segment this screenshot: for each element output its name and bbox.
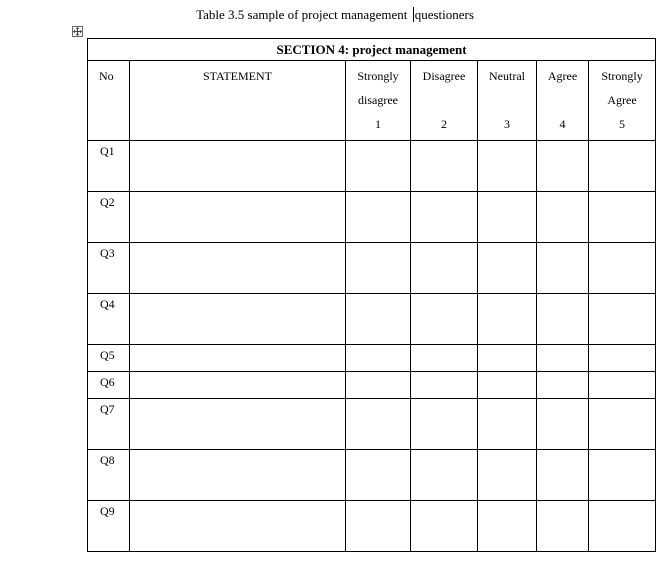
question-number: Q1 — [88, 141, 130, 192]
question-number: Q5 — [88, 345, 130, 372]
response-cell-5[interactable] — [589, 372, 656, 399]
response-cell-4[interactable] — [537, 450, 589, 501]
table-row — [88, 294, 656, 345]
response-cell-2[interactable] — [411, 294, 478, 345]
table-row — [88, 243, 656, 294]
response-cell-3[interactable] — [478, 399, 537, 450]
response-cell-3[interactable] — [478, 294, 537, 345]
response-cell-4[interactable] — [537, 372, 589, 399]
header-scale-4: Agree 4 — [537, 61, 589, 141]
header-row — [88, 61, 656, 141]
question-number: Q7 — [88, 399, 130, 450]
response-cell-3[interactable] — [478, 450, 537, 501]
header-scale-3: Neutral 3 — [478, 61, 537, 141]
header-scale-2: Disagree 2 — [411, 61, 478, 141]
table-row — [88, 501, 656, 552]
statement-cell[interactable] — [130, 372, 346, 399]
response-cell-3[interactable] — [478, 243, 537, 294]
question-number: Q6 — [88, 372, 130, 399]
table-row — [88, 372, 656, 399]
response-cell-4[interactable] — [537, 192, 589, 243]
response-cell-1[interactable] — [346, 141, 411, 192]
response-cell-4[interactable] — [537, 243, 589, 294]
response-cell-5[interactable] — [589, 501, 656, 552]
header-scale-5: Strongly Agree 5 — [589, 61, 656, 141]
response-cell-5[interactable] — [589, 294, 656, 345]
response-cell-4[interactable] — [537, 399, 589, 450]
response-cell-1[interactable] — [346, 501, 411, 552]
response-cell-3[interactable] — [478, 372, 537, 399]
statement-cell[interactable] — [130, 399, 346, 450]
question-number: Q2 — [88, 192, 130, 243]
response-cell-2[interactable] — [411, 450, 478, 501]
table-caption — [0, 7, 670, 23]
response-cell-4[interactable] — [537, 501, 589, 552]
statement-cell[interactable] — [130, 345, 346, 372]
table-row — [88, 192, 656, 243]
text-cursor — [413, 7, 414, 22]
statement-cell[interactable] — [130, 192, 346, 243]
table-row — [88, 450, 656, 501]
response-cell-2[interactable] — [411, 243, 478, 294]
question-number: Q4 — [88, 294, 130, 345]
statement-cell[interactable] — [130, 141, 346, 192]
response-cell-2[interactable] — [411, 141, 478, 192]
statement-cell[interactable] — [130, 450, 346, 501]
statement-cell[interactable] — [130, 501, 346, 552]
table-row — [88, 141, 656, 192]
question-number: Q3 — [88, 243, 130, 294]
response-cell-1[interactable] — [346, 450, 411, 501]
response-cell-2[interactable] — [411, 345, 478, 372]
response-cell-1[interactable] — [346, 345, 411, 372]
response-cell-3[interactable] — [478, 501, 537, 552]
response-cell-1[interactable] — [346, 243, 411, 294]
response-cell-3[interactable] — [478, 345, 537, 372]
response-cell-5[interactable] — [589, 450, 656, 501]
response-cell-5[interactable] — [589, 141, 656, 192]
response-cell-1[interactable] — [346, 192, 411, 243]
response-cell-1[interactable] — [346, 372, 411, 399]
question-number: Q9 — [88, 501, 130, 552]
table-row — [88, 399, 656, 450]
statement-cell[interactable] — [130, 294, 346, 345]
response-cell-4[interactable] — [537, 294, 589, 345]
response-cell-5[interactable] — [589, 345, 656, 372]
response-cell-3[interactable] — [478, 192, 537, 243]
question-rows — [88, 141, 656, 552]
response-cell-2[interactable] — [411, 399, 478, 450]
header-scale-1: Strongly disagree 1 — [346, 61, 411, 141]
questionnaire-table — [87, 38, 656, 552]
caption-text: Table 3.5 sample of project management — [196, 7, 411, 22]
header-statement: STATEMENT — [130, 61, 346, 141]
response-cell-3[interactable] — [478, 141, 537, 192]
response-cell-5[interactable] — [589, 243, 656, 294]
table-move-handle-icon[interactable] — [72, 26, 83, 37]
response-cell-2[interactable] — [411, 192, 478, 243]
response-cell-1[interactable] — [346, 399, 411, 450]
response-cell-2[interactable] — [411, 501, 478, 552]
statement-cell[interactable] — [130, 243, 346, 294]
response-cell-4[interactable] — [537, 345, 589, 372]
response-cell-5[interactable] — [589, 399, 656, 450]
response-cell-2[interactable] — [411, 372, 478, 399]
caption-text-end: questioners — [414, 7, 474, 22]
response-cell-5[interactable] — [589, 192, 656, 243]
table-row — [88, 345, 656, 372]
section-title: SECTION 4: project management — [88, 39, 656, 61]
response-cell-1[interactable] — [346, 294, 411, 345]
response-cell-4[interactable] — [537, 141, 589, 192]
question-number: Q8 — [88, 450, 130, 501]
header-no: No — [88, 61, 130, 141]
